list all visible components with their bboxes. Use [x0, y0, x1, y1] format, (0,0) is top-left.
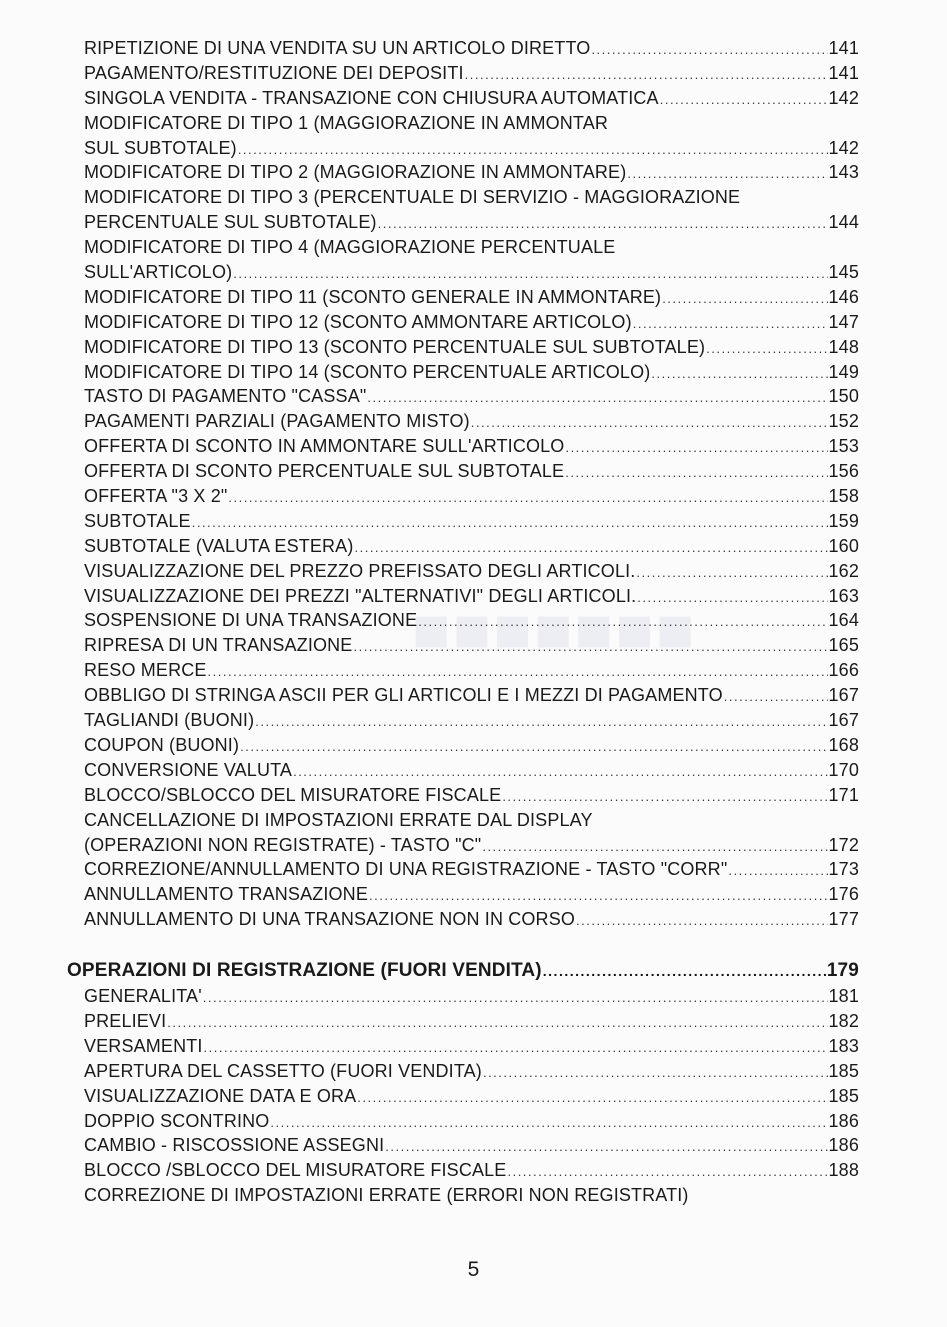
toc-entry-title: MODIFICATORE DI TIPO 3 (PERCENTUALE DI SERVIZIO - MAGGIORAZIONE: [84, 187, 741, 208]
toc-leader: [203, 986, 828, 1011]
toc-entry-title: CAMBIO - RISCOSSIONE ASSEGNI: [84, 1135, 385, 1156]
toc-entry-page: 182: [828, 1010, 859, 1031]
toc-entry-title: GENERALITA': [84, 986, 202, 1007]
toc-entry-page: 141: [828, 62, 859, 83]
toc-entry-page: 177: [828, 909, 859, 930]
toc-entry-title: ANNULLAMENTO DI UNA TRANSAZIONE NON IN CORSO: [84, 909, 576, 930]
toc-entry[interactable]: [84, 160, 859, 185]
toc-entry-title: VISUALIZZAZIONE DATA E ORA: [84, 1085, 357, 1106]
toc-entry-page: 149: [828, 361, 859, 382]
toc-entry-title: PAGAMENTO/RESTITUZIONE DEI DEPOSITI: [84, 62, 464, 83]
toc-entry-page: 144: [828, 212, 859, 233]
toc-entry-page: 172: [828, 834, 859, 855]
toc-entry-page: 164: [828, 610, 859, 631]
toc-leader: [482, 835, 827, 860]
toc-entry-page: 156: [828, 461, 859, 482]
toc-entry[interactable]: [84, 1059, 859, 1084]
toc-entry-title: DOPPIO SCONTRINO: [84, 1110, 270, 1131]
toc-entry-page: 150: [828, 386, 859, 407]
toc-entry-title: SULL'ARTICOLO): [84, 262, 233, 283]
toc-entry-title: BLOCCO/SBLOCCO DEL MISURATORE FISCALE: [84, 784, 502, 805]
toc-entry[interactable]: [84, 833, 859, 858]
toc-leader: [591, 38, 827, 63]
toc-entry[interactable]: [84, 409, 859, 434]
toc-leader: [378, 212, 828, 237]
toc-leader: [192, 511, 828, 536]
toc-entry[interactable]: [84, 310, 859, 335]
toc-entry[interactable]: [84, 459, 859, 484]
toc-entry[interactable]: [84, 1034, 859, 1059]
toc-entry-page: 153: [828, 436, 859, 457]
toc-leader: [465, 63, 828, 88]
toc-entry-page: 160: [828, 535, 859, 556]
toc-entry-title: OBBLIGO DI STRINGA ASCII PER GLI ARTICOLI E I MEZZI DI PAGAMENTO: [84, 685, 723, 706]
toc-leader: [636, 561, 827, 586]
toc-entry-continued[interactable]: [84, 185, 859, 210]
toc-entry-continued[interactable]: [84, 235, 859, 260]
toc-entry-continued[interactable]: [84, 111, 859, 136]
toc-entry-page: 166: [828, 660, 859, 681]
toc-entry[interactable]: [84, 285, 859, 310]
toc-entry-title: VISUALIZZAZIONE DEL PREZZO PREFISSATO DEGLI ARTICOLI.: [84, 560, 636, 581]
toc-entry[interactable]: [84, 1109, 859, 1134]
toc-leader: [507, 1160, 827, 1185]
toc-entry-page: 152: [828, 411, 859, 432]
toc-entry-title: PAGAMENTI PARZIALI (PAGAMENTO MISTO): [84, 411, 470, 432]
toc-entry[interactable]: [84, 708, 859, 733]
toc-entry[interactable]: [84, 758, 859, 783]
toc-entry-title: (OPERAZIONI NON REGISTRATE) - TASTO "C": [84, 834, 482, 855]
toc-entry[interactable]: [84, 882, 859, 907]
toc-entry-page: 188: [828, 1160, 859, 1181]
toc-entry-page: 142: [828, 87, 859, 108]
toc-entry-title: MODIFICATORE DI TIPO 13 (SCONTO PERCENTUALE SUL SUBTOTALE): [84, 336, 706, 357]
toc-entry[interactable]: [84, 384, 859, 409]
toc-entry-title: PERCENTUALE SUL SUBTOTALE): [84, 212, 377, 233]
toc-entry-title: MODIFICATORE DI TIPO 11 (SCONTO GENERALE IN AMMONTARE): [84, 286, 662, 307]
toc-leader: [483, 1061, 828, 1086]
toc-leader: [233, 262, 827, 287]
toc-entry-title: RESO MERCE: [84, 660, 207, 681]
toc-section-title: OPERAZIONI DI REGISTRAZIONE (FUORI VENDITA): [67, 960, 542, 982]
toc-entry[interactable]: [84, 1158, 859, 1183]
toc-leader: [208, 660, 828, 685]
toc-entry[interactable]: [84, 210, 859, 235]
toc-entry-title: OFFERTA DI SCONTO IN AMMONTARE SULL'ARTICOLO: [84, 436, 565, 457]
toc-leader: [367, 386, 827, 411]
toc-entry-title: ANNULLAMENTO TRANSAZIONE: [84, 884, 368, 905]
toc-entry[interactable]: [84, 559, 859, 584]
toc-entry-title: OFFERTA DI SCONTO PERCENTUALE SUL SUBTOTALE: [84, 461, 565, 482]
toc-leader: [270, 1111, 827, 1136]
toc-entry-page: 158: [828, 486, 859, 507]
toc-leader: [204, 1036, 828, 1061]
toc-entry-page: 165: [828, 635, 859, 656]
toc-leader: [354, 536, 827, 561]
toc-entry[interactable]: [84, 484, 859, 509]
toc-entry[interactable]: [84, 434, 859, 459]
toc-entry-title: SUBTOTALE: [84, 510, 191, 531]
toc-leader: [728, 859, 827, 884]
toc-entry-title: CORREZIONE DI IMPOSTAZIONI ERRATE (ERRORI NON REGISTRATI): [84, 1185, 689, 1206]
toc-entry[interactable]: [84, 1133, 859, 1158]
toc-entry-title: PRELIEVI: [84, 1010, 167, 1031]
toc-entry[interactable]: [84, 608, 859, 633]
toc-entry-title: MODIFICATORE DI TIPO 1 (MAGGIORAZIONE IN AMMONTAR: [84, 112, 609, 133]
toc-entry-title: COUPON (BUONI): [84, 734, 240, 755]
toc-entry-page: 145: [828, 262, 859, 283]
toc-leader: [633, 312, 828, 337]
toc-entry-page: 186: [828, 1110, 859, 1131]
toc-entry[interactable]: [84, 335, 859, 360]
toc-leader: [240, 735, 827, 760]
toc-entry[interactable]: [84, 86, 859, 111]
toc-entry-title: APERTURA DEL CASSETTO (FUORI VENDITA): [84, 1060, 482, 1081]
toc-entry[interactable]: [84, 584, 859, 609]
toc-entry-title: TAGLIANDI (BUONI): [84, 710, 255, 731]
toc-entry-title: CANCELLAZIONE DI IMPOSTAZIONI ERRATE DAL DISPLAY: [84, 809, 593, 830]
toc-leader: [255, 710, 827, 735]
toc-section-page: 179: [826, 960, 859, 982]
toc-entry-title: RIPETIZIONE DI UNA VENDITA SU UN ARTICOLO DIRETTO: [84, 38, 591, 58]
toc-entry-page: 185: [828, 1060, 859, 1081]
toc-entry-title: CONVERSIONE VALUTA: [84, 759, 293, 780]
toc-entry-page: 141: [828, 38, 859, 58]
toc-entry[interactable]: [84, 61, 859, 86]
toc-leader: [651, 362, 827, 387]
toc-entry-page: 168: [828, 734, 859, 755]
toc-entry-continued[interactable]: [84, 808, 859, 833]
bleed-through-decoration: ■■■■■■■: [410, 593, 695, 665]
toc-entry[interactable]: [84, 36, 859, 61]
toc-section-heading[interactable]: [67, 957, 859, 984]
toc-entry[interactable]: [84, 857, 859, 882]
toc-entry-page: 142: [828, 137, 859, 158]
toc-entry-page: 148: [828, 336, 859, 357]
toc-entry-title: SUBTOTALE (VALUTA ESTERA): [84, 535, 354, 556]
toc-entry[interactable]: [84, 534, 859, 559]
toc-leader: [565, 436, 827, 461]
toc-entry-title: MODIFICATORE DI TIPO 4 (MAGGIORAZIONE PERCENTUALE: [84, 237, 616, 258]
toc-entry-page: 159: [828, 510, 859, 531]
toc-leader: [660, 88, 828, 113]
toc-entry-title: MODIFICATORE DI TIPO 2 (MAGGIORAZIONE IN AMMONTARE): [84, 162, 627, 183]
toc-leader: [357, 1086, 827, 1111]
toc-entry-page: 173: [828, 859, 859, 880]
toc-entry-page: 183: [828, 1035, 859, 1056]
toc-entry[interactable]: [84, 658, 859, 683]
toc-leader: [418, 610, 827, 635]
toc-leader: [543, 958, 826, 985]
toc-entry-title: TASTO DI PAGAMENTO "CASSA": [84, 386, 367, 407]
page-number: 5: [467, 1258, 480, 1281]
toc-entry[interactable]: [84, 509, 859, 534]
toc-entry-title: VISUALIZZAZIONE DEI PREZZI "ALTERNATIVI" DEGLI ARTICOLI.: [84, 585, 637, 606]
section-spacer: [84, 932, 859, 957]
toc-entry-page: 167: [828, 685, 859, 706]
toc-entry-page: 176: [828, 884, 859, 905]
toc-entry[interactable]: [84, 984, 859, 1009]
toc-entry-title: OFFERTA "3 X 2": [84, 486, 228, 507]
toc-entry-page: 146: [828, 286, 859, 307]
toc-leader: [724, 685, 828, 710]
toc-leader: [471, 411, 828, 436]
toc-entry-page: 163: [828, 585, 859, 606]
toc-entry-title: MODIFICATORE DI TIPO 12 (SCONTO AMMONTARE ARTICOLO): [84, 311, 632, 332]
toc-leader: [167, 1011, 827, 1036]
toc-leader: [369, 884, 828, 909]
toc-entry-title: BLOCCO /SBLOCCO DEL MISURATORE FISCALE: [84, 1160, 507, 1181]
toc-entry-title: SINGOLA VENDITA - TRANSAZIONE CON CHIUSURA AUTOMATICA: [84, 87, 659, 108]
toc-entry[interactable]: [84, 136, 859, 161]
toc-entry-page: 185: [828, 1085, 859, 1106]
toc-entry[interactable]: [84, 360, 859, 385]
toc-leader: [353, 635, 827, 660]
toc-entry-title: SUL SUBTOTALE): [84, 137, 237, 158]
toc-leader: [627, 162, 827, 187]
toc-entry-page: 143: [828, 162, 859, 183]
toc-entry[interactable]: [84, 733, 859, 758]
toc-leader: [565, 461, 827, 486]
toc-leader: [576, 909, 828, 934]
toc-entry-page: 147: [828, 311, 859, 332]
toc-entry-title: VERSAMENTI: [84, 1035, 203, 1056]
table-of-contents: [67, 36, 859, 1208]
toc-entry-title: MODIFICATORE DI TIPO 14 (SCONTO PERCENTUALE ARTICOLO): [84, 361, 651, 382]
toc-leader: [637, 586, 827, 611]
toc-leader: [706, 337, 827, 362]
toc-entry-page: 181: [828, 986, 859, 1007]
toc-entry-continued[interactable]: [84, 1183, 859, 1208]
toc-entry-title: RIPRESA DI UN TRANSAZIONE: [84, 635, 353, 656]
toc-entry-page: 171: [828, 784, 859, 805]
toc-entry-page: 162: [828, 560, 859, 581]
toc-entry-page: 186: [828, 1135, 859, 1156]
toc-leader: [228, 486, 827, 511]
toc-leader: [293, 760, 827, 785]
toc-entry[interactable]: [84, 260, 859, 285]
toc-entry[interactable]: [84, 1084, 859, 1109]
toc-entry[interactable]: [84, 783, 859, 808]
toc-entry-page: 167: [828, 710, 859, 731]
toc-entry[interactable]: [84, 907, 859, 932]
toc-leader: [502, 785, 827, 810]
toc-entry-title: CORREZIONE/ANNULLAMENTO DI UNA REGISTRAZIONE - TASTO "CORR": [84, 859, 728, 880]
toc-leader: [385, 1135, 827, 1160]
toc-entry-title: SOSPENSIONE DI UNA TRANSAZIONE: [84, 610, 418, 631]
toc-entry[interactable]: [84, 683, 859, 708]
toc-leader: [662, 287, 827, 312]
toc-leader: [238, 138, 828, 163]
toc-entry[interactable]: [84, 633, 859, 658]
toc-entry-page: 170: [828, 759, 859, 780]
toc-entry[interactable]: [84, 1009, 859, 1034]
